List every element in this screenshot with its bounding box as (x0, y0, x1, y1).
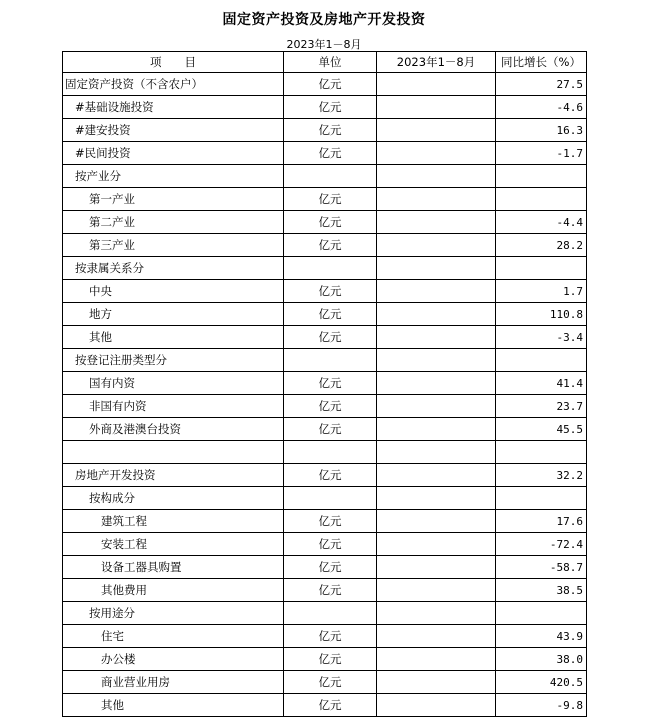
row-unit: 亿元 (284, 96, 377, 119)
row-growth (496, 602, 587, 625)
row-unit: 亿元 (284, 625, 377, 648)
row-value (377, 372, 496, 395)
table-row (63, 119, 587, 142)
row-growth: -4.6 (496, 96, 587, 119)
row-unit (284, 602, 377, 625)
row-unit: 亿元 (284, 464, 377, 487)
row-unit: 亿元 (284, 280, 377, 303)
row-growth: 43.9 (496, 625, 587, 648)
row-label: #基础设施投资 (63, 96, 284, 119)
table-row (63, 694, 587, 717)
table-row (63, 533, 587, 556)
row-label: 非国有内资 (63, 395, 284, 418)
period-subtitle: 2023年1－8月 (286, 38, 362, 51)
table-row (63, 487, 587, 510)
row-label: 建筑工程 (63, 510, 284, 533)
row-unit (284, 441, 377, 464)
row-label: 房地产开发投资 (63, 464, 284, 487)
row-unit: 亿元 (284, 142, 377, 165)
header-item: 项 目 (63, 52, 284, 73)
row-unit: 亿元 (284, 556, 377, 579)
row-growth: 45.5 (496, 418, 587, 441)
table-header-row (63, 52, 587, 73)
row-value (377, 280, 496, 303)
table-row (63, 395, 587, 418)
table-row (63, 142, 587, 165)
row-value (377, 602, 496, 625)
row-growth: 110.8 (496, 303, 587, 326)
row-label: 商业营业用房 (63, 671, 284, 694)
row-value (377, 510, 496, 533)
row-value (377, 257, 496, 280)
row-label: 按隶属关系分 (63, 257, 284, 280)
row-growth: 41.4 (496, 372, 587, 395)
row-value (377, 188, 496, 211)
row-value (377, 349, 496, 372)
row-unit: 亿元 (284, 234, 377, 257)
row-label: 其他 (63, 326, 284, 349)
row-label (63, 441, 284, 464)
row-growth: -9.8 (496, 694, 587, 717)
row-value (377, 119, 496, 142)
table-row (63, 418, 587, 441)
header-period: 2023年1－8月 (377, 52, 496, 73)
table-row (63, 671, 587, 694)
row-value (377, 326, 496, 349)
row-value (377, 579, 496, 602)
table-row (63, 625, 587, 648)
row-growth: 1.7 (496, 280, 587, 303)
table-row (63, 165, 587, 188)
row-growth (496, 349, 587, 372)
row-label: 设备工器具购置 (63, 556, 284, 579)
row-label: 其他费用 (63, 579, 284, 602)
row-label: 按用途分 (63, 602, 284, 625)
row-label: 安装工程 (63, 533, 284, 556)
statistics-table (62, 51, 587, 717)
row-growth: -1.7 (496, 142, 587, 165)
row-unit: 亿元 (284, 579, 377, 602)
row-unit (284, 165, 377, 188)
row-label: #建安投资 (63, 119, 284, 142)
row-label: 第一产业 (63, 188, 284, 211)
row-value (377, 96, 496, 119)
table-row (63, 464, 587, 487)
row-growth: 27.5 (496, 73, 587, 96)
row-growth: -3.4 (496, 326, 587, 349)
row-label: 地方 (63, 303, 284, 326)
row-value (377, 648, 496, 671)
row-label: 第三产业 (63, 234, 284, 257)
row-value (377, 234, 496, 257)
table-row (63, 372, 587, 395)
table-row (63, 602, 587, 625)
row-label: 固定资产投资（不含农户） (63, 73, 284, 96)
table-row (63, 648, 587, 671)
table-row (63, 96, 587, 119)
row-unit (284, 349, 377, 372)
row-unit (284, 487, 377, 510)
row-unit: 亿元 (284, 73, 377, 96)
row-value (377, 73, 496, 96)
row-unit: 亿元 (284, 648, 377, 671)
table-row (63, 257, 587, 280)
table-row (63, 280, 587, 303)
row-value (377, 694, 496, 717)
row-value (377, 625, 496, 648)
header-growth: 同比增长（%） (496, 52, 587, 73)
row-growth: 16.3 (496, 119, 587, 142)
row-value (377, 533, 496, 556)
table-row (63, 556, 587, 579)
table-row (63, 234, 587, 257)
table-row (63, 349, 587, 372)
row-label: 国有内资 (63, 372, 284, 395)
table-row (63, 510, 587, 533)
row-value (377, 671, 496, 694)
row-growth (496, 487, 587, 510)
row-value (377, 441, 496, 464)
table-row (63, 188, 587, 211)
table-row (63, 303, 587, 326)
row-growth: 38.5 (496, 579, 587, 602)
row-label: 其他 (63, 694, 284, 717)
row-unit: 亿元 (284, 119, 377, 142)
row-growth: 38.0 (496, 648, 587, 671)
row-label: 外商及港澳台投资 (63, 418, 284, 441)
row-growth (496, 257, 587, 280)
row-unit: 亿元 (284, 395, 377, 418)
row-value (377, 464, 496, 487)
row-growth: 23.7 (496, 395, 587, 418)
row-value (377, 303, 496, 326)
row-value (377, 556, 496, 579)
row-value (377, 418, 496, 441)
row-unit: 亿元 (284, 418, 377, 441)
row-label: 按构成分 (63, 487, 284, 510)
table-row (63, 73, 587, 96)
row-unit: 亿元 (284, 533, 377, 556)
table-row (63, 441, 587, 464)
row-unit: 亿元 (284, 303, 377, 326)
row-label: 第二产业 (63, 211, 284, 234)
row-growth: 28.2 (496, 234, 587, 257)
page-title: 固定资产投资及房地产开发投资 (222, 12, 426, 28)
row-label: #民间投资 (63, 142, 284, 165)
row-growth: 17.6 (496, 510, 587, 533)
row-label: 办公楼 (63, 648, 284, 671)
table-row (63, 211, 587, 234)
row-growth (496, 165, 587, 188)
table-row (63, 326, 587, 349)
row-unit: 亿元 (284, 188, 377, 211)
row-growth: -72.4 (496, 533, 587, 556)
row-value (377, 142, 496, 165)
header-unit: 单位 (284, 52, 377, 73)
row-unit: 亿元 (284, 326, 377, 349)
row-label: 按登记注册类型分 (63, 349, 284, 372)
row-label: 中央 (63, 280, 284, 303)
row-unit: 亿元 (284, 211, 377, 234)
row-unit (284, 257, 377, 280)
row-label: 住宅 (63, 625, 284, 648)
row-unit: 亿元 (284, 372, 377, 395)
row-unit: 亿元 (284, 510, 377, 533)
row-growth (496, 441, 587, 464)
row-value (377, 487, 496, 510)
row-unit: 亿元 (284, 694, 377, 717)
row-growth: -58.7 (496, 556, 587, 579)
row-label: 按产业分 (63, 165, 284, 188)
row-growth: 32.2 (496, 464, 587, 487)
table-row (63, 579, 587, 602)
row-unit: 亿元 (284, 671, 377, 694)
row-value (377, 165, 496, 188)
row-value (377, 395, 496, 418)
row-growth: -4.4 (496, 211, 587, 234)
row-growth: 420.5 (496, 671, 587, 694)
row-growth (496, 188, 587, 211)
row-value (377, 211, 496, 234)
